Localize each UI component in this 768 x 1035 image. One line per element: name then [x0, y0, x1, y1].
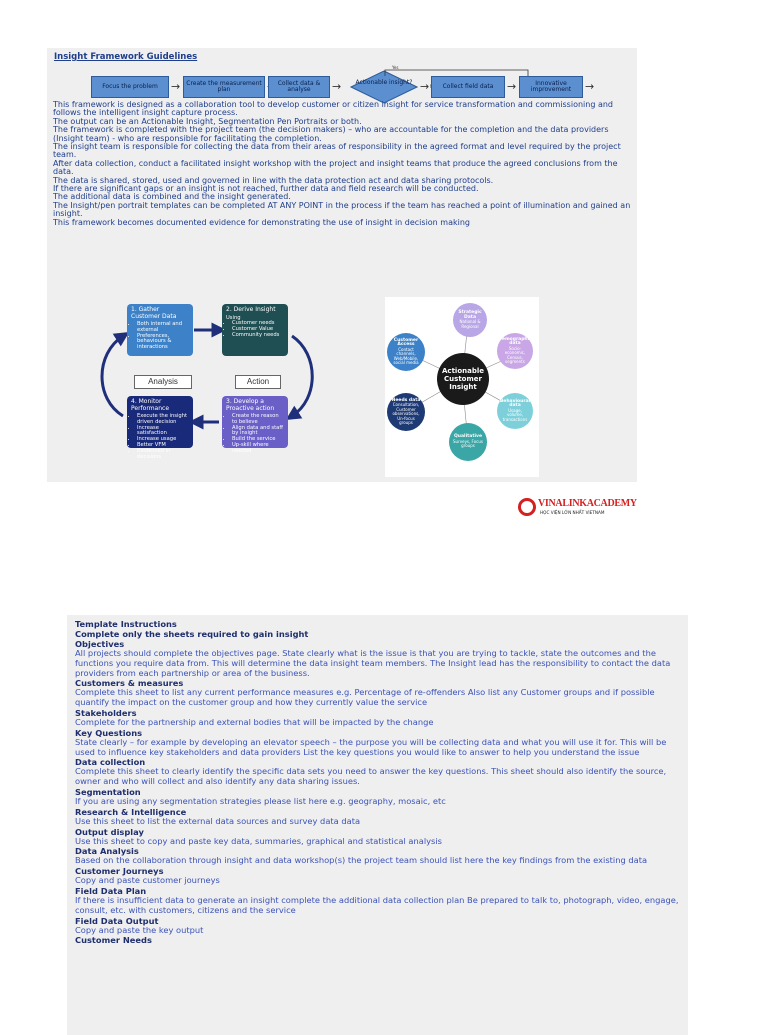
instruction-heading: Research & Intelligence: [75, 806, 187, 817]
framework-description: [53, 101, 631, 227]
insight-node-demographic: [497, 333, 533, 369]
insight-center-circle: [437, 353, 489, 405]
insight-node-needs: [387, 393, 425, 431]
logo-text: VINALINKACADEMY: [538, 498, 637, 509]
flow-arrow-icon: →: [420, 80, 430, 93]
instruction-heading: Customer Needs: [75, 935, 152, 946]
cycle-step-title: 2. Derive Insight: [226, 306, 276, 313]
framework-paragraph: The framework is completed with the project team (the decision makers) – who are accountable for the completion and the data providers (Insight team) - who are responsible for facilitating the completion.: [53, 125, 609, 143]
cycle-step-item: • Execute the insight driven decision: [137, 414, 189, 426]
framework-paragraph: The additional data is combined and the insight generated.: [53, 192, 291, 202]
instruction-text: Copy and paste customer journeys: [75, 875, 220, 886]
insight-node-sub: Surveys, Focus groups: [453, 438, 483, 449]
cycle-step-item: • Up-skill where needed: [232, 443, 284, 455]
framework-paragraph: After data collection, conduct a facilitated insight workshop with the project and insight teams that produce the agreed conclusions from the data.: [53, 158, 618, 177]
instruction-text: Copy and paste the key output: [75, 924, 204, 935]
flow-arrow-icon: →: [332, 80, 342, 93]
cycle-step-gather: [127, 304, 193, 356]
flow-step-field-data: Collect field data: [431, 76, 505, 98]
insight-node-behavioural: [497, 393, 533, 429]
cycle-step-item: • Better VFM: [137, 443, 189, 449]
cycle-step-item: • Build the service: [232, 437, 284, 443]
process-flow: [47, 62, 637, 102]
flow-step-measurement: Create the measurement plan: [183, 76, 265, 98]
instruction-heading: Complete only the sheets required to gain insight: [75, 629, 309, 639]
flow-step-improvement: Innovative improvement: [519, 76, 583, 98]
cycle-step-item: • Both internal and external: [137, 322, 189, 334]
instruction-text: Use this sheet to list the external data sources and survey data data: [75, 815, 361, 826]
framework-paragraph: This framework becomes documented evidence for demonstrating the use of insight in decision making: [53, 217, 470, 227]
cycle-step-title: 3. Develop a Proactive action: [226, 398, 275, 412]
insight-node-title: Customer Access: [393, 337, 419, 347]
cycle-step-item: • Evidenced in decisions: [137, 449, 189, 461]
framework-paragraph: The data is shared, stored, used and governed in line with the data protection act and data sharing protocols.: [53, 175, 494, 185]
framework-paragraph: This framework is designed as a collaboration tool to develop customer or citizen insight for service transformation and commissioning and follows the intelligent insight capture process.: [53, 100, 614, 118]
insight-node-sub: Socio-economic, Census, segments: [504, 345, 526, 364]
cycle-step-item: • Increase usage: [137, 437, 189, 443]
insight-node-title: Behavioural data: [499, 398, 531, 409]
insight-node-title: Qualitative: [453, 434, 483, 440]
insight-node-title: Needs data: [391, 397, 421, 403]
flow-arrow-icon: →: [585, 80, 595, 93]
instruction-text: Complete this sheet to clearly identify the specific data sets you need to answer the key questions. This sheet should also identify the source, owner and who will collect and also identify any data sharing issues.: [75, 766, 667, 787]
cycle-step-item: • Community needs: [232, 333, 284, 339]
framework-paragraph: The output can be an Actionable Insight, Segmentation Pen Portraits or both.: [53, 116, 362, 126]
flow-yes-label: Yes: [392, 65, 399, 70]
insight-center-label: Actionable Customer Insight: [442, 367, 484, 391]
instruction-heading: Data collection: [75, 757, 146, 768]
insight-node-sub: Consultation, Customer observations, Un-focus groups: [392, 402, 420, 425]
instruction-heading: Template Instructions: [75, 619, 177, 629]
insight-node-access: [387, 333, 425, 371]
instruction-heading: Data Analysis: [75, 846, 139, 857]
framework-paragraph: If there are significant gaps or an insight is not reached, further data and field research will be conducted.: [53, 184, 479, 194]
instruction-heading: Field Data Output: [75, 915, 159, 926]
framework-panel: [47, 48, 637, 515]
framework-paragraph: The insight team is responsible for collecting the data from their areas of responsibility in the agreed format and level required by the project team.: [53, 142, 621, 160]
cycle-tag-analysis: Analysis: [134, 375, 192, 389]
cycle-step-item: • Increase satisfaction: [137, 426, 189, 438]
cycle-step-item: • Preferences, behaviours & interactions: [137, 334, 189, 351]
flow-arrow-icon: →: [507, 80, 517, 93]
instruction-text: Use this sheet to copy and paste key data, summaries, graphical and statistical analysis: [75, 835, 443, 846]
flow-arrow-icon: →: [171, 80, 181, 93]
cycle-step-lead: Using: [226, 314, 241, 321]
instruction-heading: Output display: [75, 826, 144, 837]
framework-title: Insight Framework Guidelines: [54, 52, 198, 62]
insight-node-qualitative: [449, 423, 487, 461]
insight-node-sub: National & Regional: [459, 319, 481, 329]
instruction-heading: Customer Journeys: [75, 866, 164, 877]
insight-node-sub: Usage, volume, transactions: [502, 407, 528, 422]
flow-step-focus: Focus the problem: [91, 76, 169, 98]
instruction-heading: Stakeholders: [75, 707, 137, 718]
instruction-text: Complete for the partnership and external bodies that will be impacted by the change: [75, 716, 434, 727]
cycle-step-develop: [222, 396, 288, 454]
insight-node-strategic: [453, 303, 487, 337]
cycle-step-derive: [222, 304, 288, 356]
cycle-step-item: • Customer Value: [232, 327, 284, 333]
instruction-heading: Customers & measures: [75, 678, 184, 689]
flow-decision-label: Actionable insight?: [355, 79, 413, 86]
cycle-step-item: • Customer needs: [232, 321, 284, 327]
instruction-heading: Segmentation: [75, 786, 141, 797]
logo-subtext: HỌC VIỆN LỚN NHẤT VIETNAM: [540, 510, 605, 515]
insight-cycle-diagram: [97, 304, 332, 464]
instructions-list: [75, 619, 680, 945]
instruction-heading: Objectives: [75, 639, 125, 649]
logo-ring-icon: [518, 498, 536, 516]
flow-step-collect-analyse: Collect data & analyse: [268, 76, 330, 98]
instruction-heading: Key Questions: [75, 727, 143, 738]
cycle-step-title: 4. Monitor Performance: [131, 398, 170, 412]
vinalink-logo: [518, 496, 637, 522]
insight-node-sub: Contact channels, Web/Mobile, social media: [393, 346, 419, 365]
instruction-text: State clearly – for example by developing an elevator speech – the purpose you will be collecting data and what you will use it for. This will be used to influence key stakeholders and data providers List the key questions you would like to answer to help you understand the issue: [75, 736, 667, 757]
cycle-step-item: • Create the reason to believe: [232, 414, 284, 426]
instruction-text: All projects should complete the objectives page. State clearly what is the issue is that you are trying to tackle, state the outcomes and the functions you require data from. This will determine the data insight team members. The Insight lead has the responsibility to contact the data providers from each partnership or area of the business.: [75, 648, 671, 678]
cycle-step-item: • Align data and staff by insight: [232, 426, 284, 438]
insight-node-title: Demographic data: [498, 336, 532, 346]
instruction-text: Based on the collaboration through insight and data workshop(s) the project team should list here the key findings from the existing data: [75, 855, 648, 866]
cycle-step-title: 1. Gather Customer Data: [131, 306, 177, 320]
framework-paragraph: The Insight/pen portrait templates can be completed AT ANY POINT in the process if the team has reached a point of illumination and gained an insight.: [53, 200, 631, 219]
insight-node-title: Strategic Data: [458, 310, 482, 320]
instruction-heading: Field Data Plan: [75, 885, 147, 896]
instruction-text: Complete this sheet to list any current performance measures e.g. Percentage of re-offenders Also list any Customer groups and if possible quantify the impact on the customer group and how they currently value the service: [75, 687, 655, 708]
instruction-text: If you are using any segmentation strategies please list here e.g. geography, mosaic, etc: [75, 795, 446, 806]
cycle-step-monitor: [127, 396, 193, 460]
customer-insight-diagram: [385, 297, 539, 477]
template-instructions-panel: [67, 615, 688, 1035]
cycle-tag-action: Action: [235, 375, 281, 389]
instruction-text: If there is insufficient data to generate an insight complete the additional data collection plan Be prepared to talk to, photograph, video, engage, consult, etc. with customers, citizens and the service: [75, 894, 679, 915]
